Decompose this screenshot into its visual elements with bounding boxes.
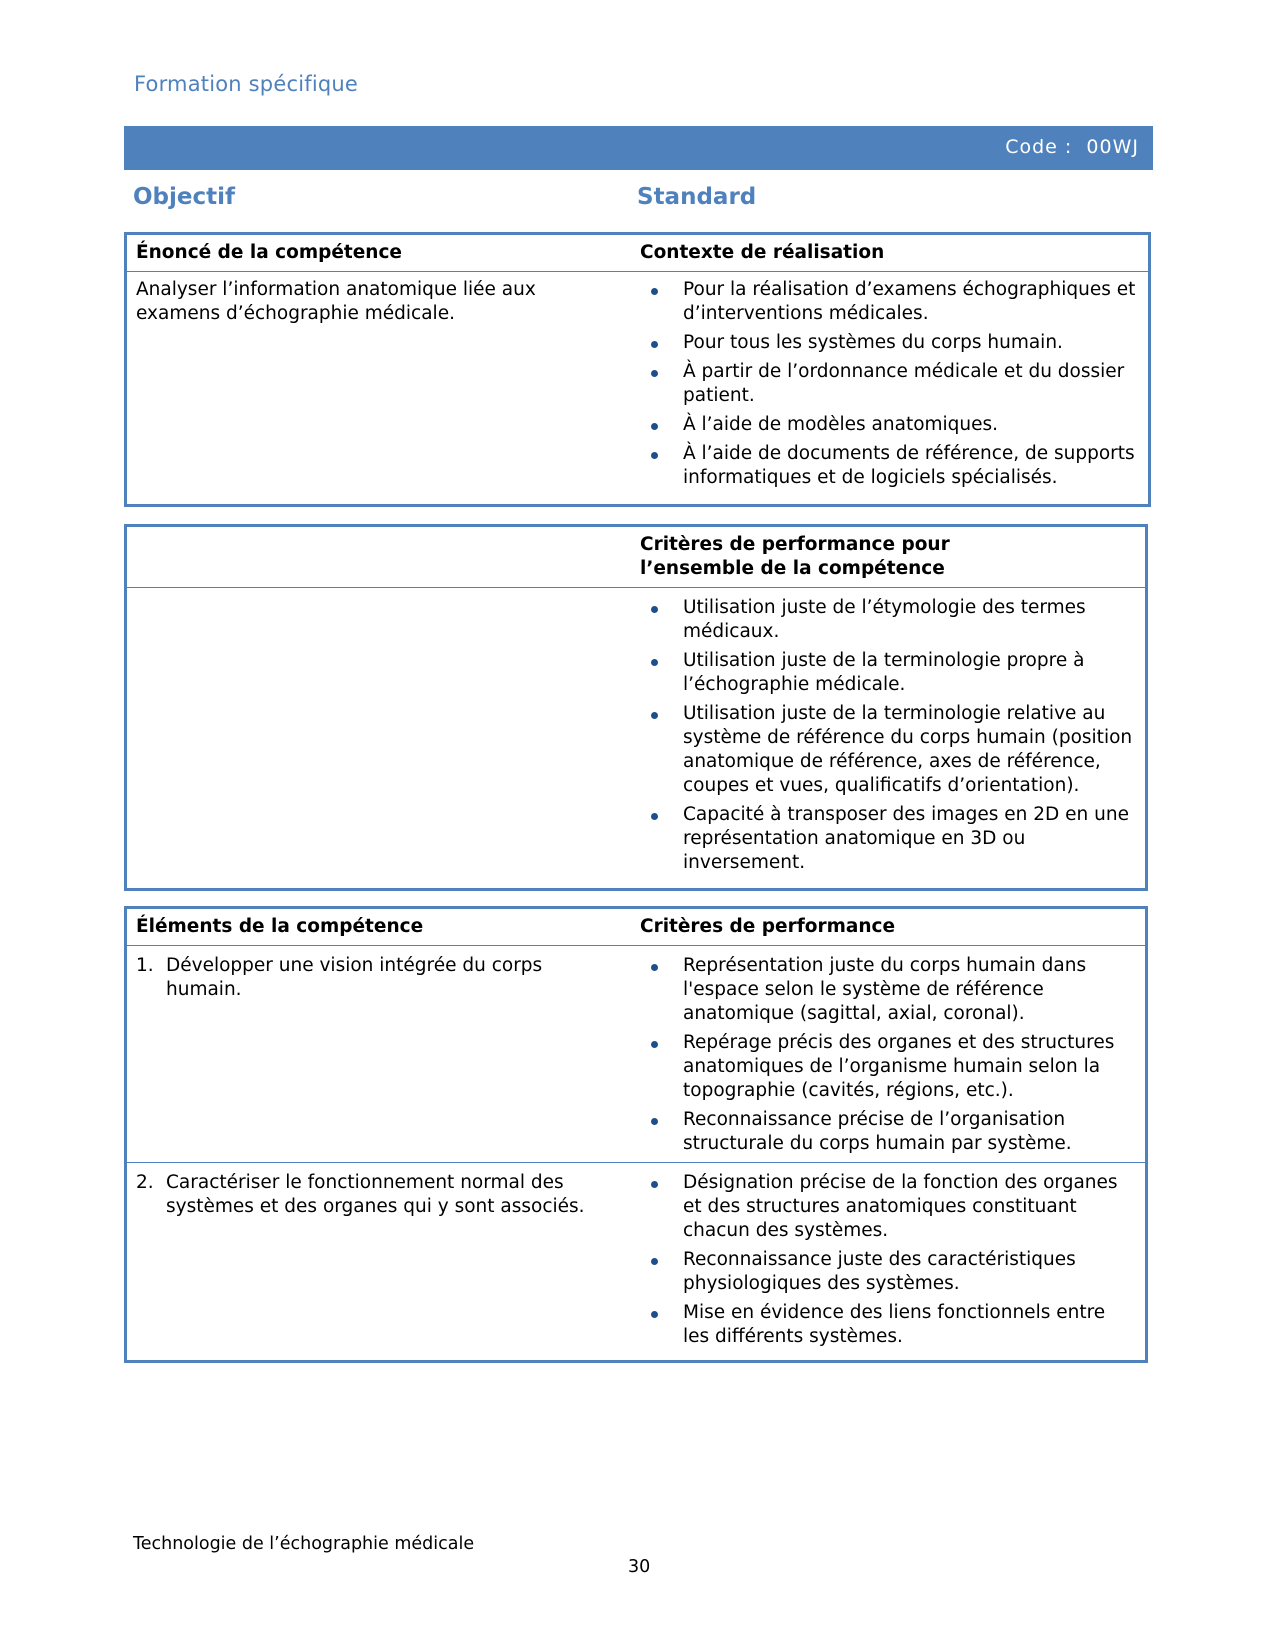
table-row — [127, 271, 1148, 496]
overall-criteria-header: Critères de performance pour l’ensemble de la compétence — [640, 534, 950, 579]
bullet-icon — [651, 659, 658, 666]
overall-criteria-list — [640, 596, 1137, 875]
list-item: Pour tous les systèmes du corps humain. — [640, 331, 1140, 355]
competence-statement: Analyser l’information anatomique liée aux examens d’échographie médicale. — [136, 279, 536, 324]
context-header: Contexte de réalisation — [640, 242, 885, 263]
element-1: 1. Développer une vision intégrée du corps humain. — [136, 955, 543, 1000]
table-row — [127, 587, 1145, 881]
bullet-icon — [651, 712, 658, 719]
table-row — [127, 945, 1145, 1162]
element-2-criteria — [640, 1171, 1137, 1349]
overall-criteria-table — [124, 524, 1148, 891]
page-number: 30 — [628, 1557, 651, 1577]
list-item: Désignation précise de la fonction des organes et des structures anatomiques constituant chacun des systèmes. — [640, 1171, 1137, 1243]
bullet-icon — [651, 452, 658, 459]
element-2: 2. Caractériser le fonctionnement normal des systèmes et des organes qui y sont associés. — [136, 1172, 585, 1217]
list-item: À l’aide de modèles anatomiques. — [640, 413, 1140, 437]
list-item: Reconnaissance juste des caractéristiques physiologiques des systèmes. — [640, 1248, 1137, 1296]
list-item: Capacité à transposer des images en 2D en une représentation anatomique en 3D ou inversement. — [640, 803, 1137, 875]
bullet-icon — [651, 606, 658, 613]
statement-header: Énoncé de la compétence — [136, 242, 402, 263]
bullet-icon — [651, 813, 658, 820]
bullet-icon — [651, 1181, 658, 1188]
context-list — [640, 278, 1140, 490]
list-item: À partir de l’ordonnance médicale et du dossier patient. — [640, 360, 1140, 408]
list-item: Représentation juste du corps humain dans l'espace selon le système de référence anatomique (sagittal, axial, coronal). — [640, 954, 1137, 1026]
table-row — [127, 1162, 1145, 1355]
bullet-icon — [651, 1041, 658, 1048]
footer-title: Technologie de l’échographie médicale — [133, 1534, 475, 1554]
list-item: Pour la réalisation d’examens échographiques et d’interventions médicales. — [640, 278, 1140, 326]
table-header-row — [127, 235, 1148, 271]
elements-table — [124, 906, 1148, 1363]
list-item: Reconnaissance précise de l’organisation structurale du corps humain par système. — [640, 1108, 1137, 1156]
objectif-heading: Objectif — [133, 184, 236, 210]
list-item: Utilisation juste de la terminologie propre à l’échographie médicale. — [640, 649, 1137, 697]
list-item: À l’aide de documents de référence, de supports informatiques et de logiciels spécialisés. — [640, 442, 1140, 490]
standard-heading: Standard — [637, 184, 757, 210]
code-label: Code : — [1005, 136, 1073, 158]
bullet-icon — [651, 1311, 658, 1318]
list-item: Utilisation juste de l’étymologie des termes médicaux. — [640, 596, 1137, 644]
code-value: 00WJ — [1086, 136, 1139, 158]
elements-header: Éléments de la compétence — [136, 916, 424, 937]
competence-table — [124, 232, 1151, 507]
bullet-icon — [651, 288, 658, 295]
bullet-icon — [651, 1258, 658, 1265]
bullet-icon — [651, 1118, 658, 1125]
course-code — [1005, 136, 1139, 158]
bullet-icon — [651, 370, 658, 377]
list-item: Mise en évidence des liens fonctionnels entre les différents systèmes. — [640, 1301, 1137, 1349]
bullet-icon — [651, 423, 658, 430]
table-header-row — [127, 909, 1145, 945]
element-1-criteria — [640, 954, 1137, 1156]
bullet-icon — [651, 341, 658, 348]
list-item: Utilisation juste de la terminologie relative au système de référence du corps humain (position anatomique de référence, axes de référence, coupes et vues, qualificatifs d’orientation). — [640, 702, 1137, 798]
criteria-header: Critères de performance — [640, 916, 896, 937]
list-item: Repérage précis des organes et des structures anatomiques de l’organisme humain selon la topographie (cavités, régions, etc.). — [640, 1031, 1137, 1103]
section-label: Formation spécifique — [134, 72, 359, 96]
table-header-row — [127, 527, 1145, 587]
bullet-icon — [651, 964, 658, 971]
code-bar — [124, 126, 1153, 170]
